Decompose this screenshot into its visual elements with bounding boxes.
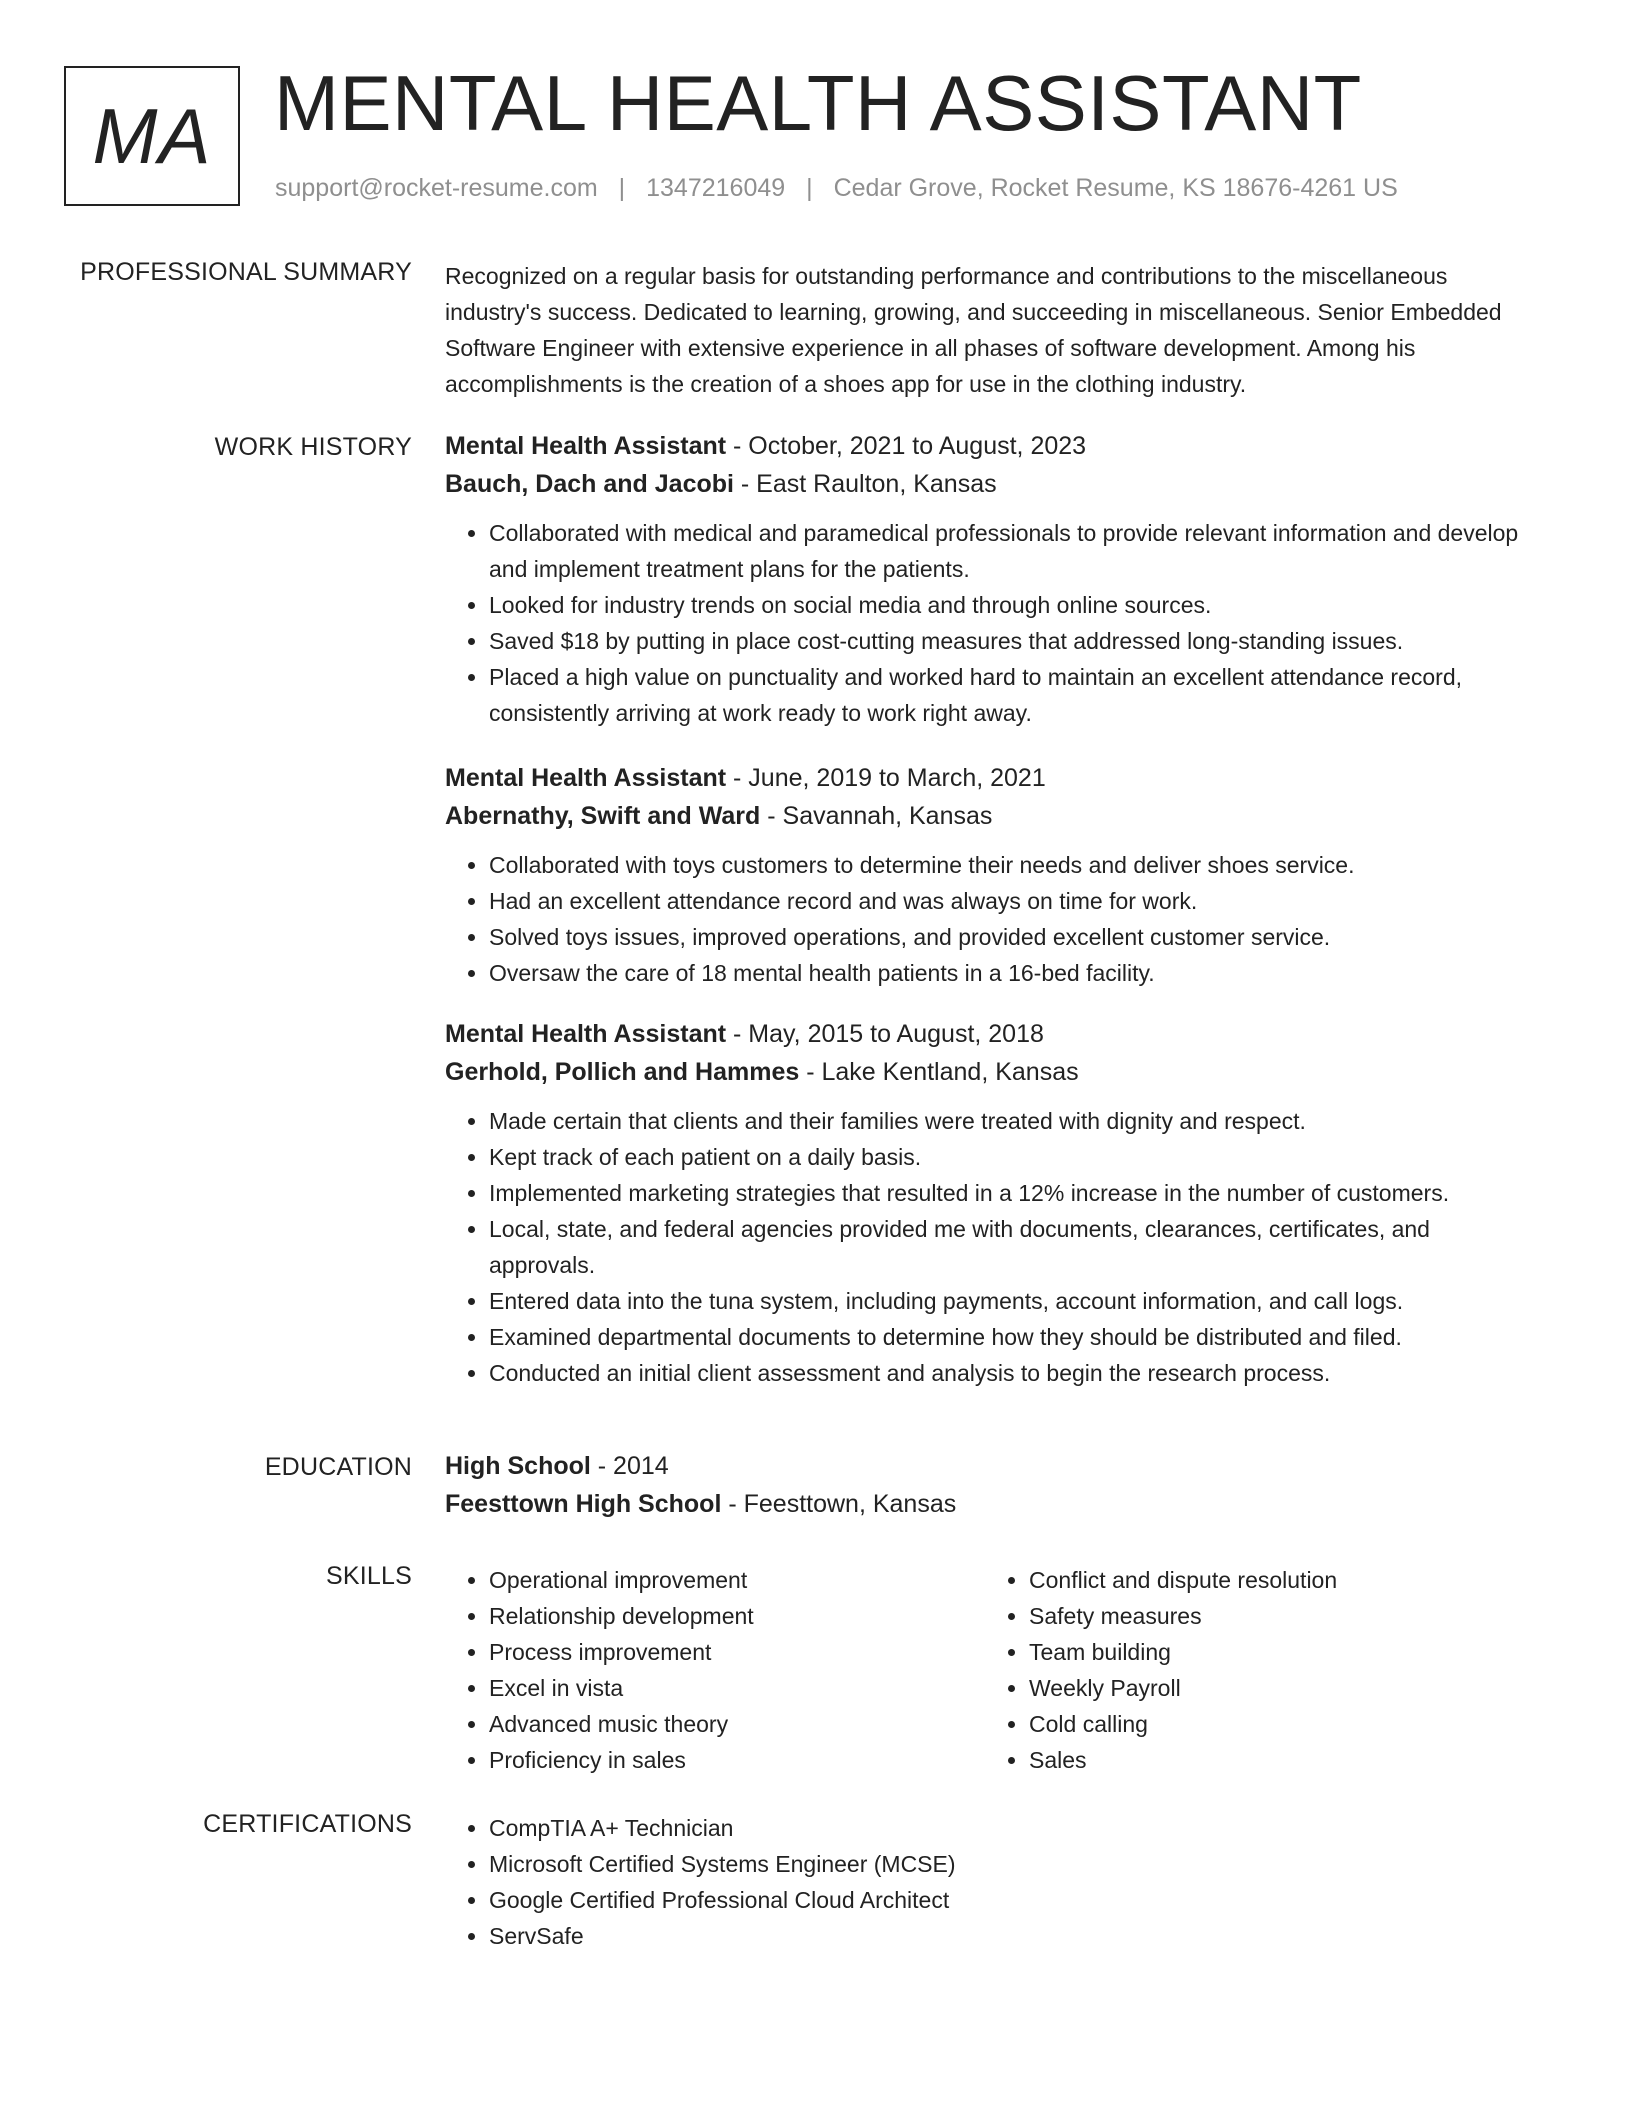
education-degree-line [445,1447,1525,1485]
job-location: - Savannah, Kansas [760,802,993,830]
job-bullet: • Solved toys issues, improved operations, and provided excellent customer service. [489,919,1525,955]
resume-header [64,59,1544,210]
education-location: - Feesttown, Kansas [721,1490,957,1518]
skill-item: • Cold calling [1029,1706,1525,1742]
job-company: Bauch, Dach and Jacobi [445,470,734,498]
skill-item: • Excel in vista [489,1670,985,1706]
certifications-list [445,1810,1525,1954]
section-label-certifications: CERTIFICATIONS [203,1810,412,1838]
contact-phone: 1347216049 [646,174,786,202]
skill-item: • Relationship development [489,1598,985,1634]
contact-separator: | [618,174,626,202]
education-school: Feesttown High School [445,1490,722,1518]
skills-columns [445,1562,1525,1778]
contact-line [275,174,1398,203]
job-bullet: • Made certain that clients and their families were treated with dignity and respect. [489,1103,1525,1139]
job-bullet: • Collaborated with medical and paramedical professionals to provide relevant information and develop and implement treatment plans for the patients. [489,515,1525,587]
job-company-line [445,465,1525,503]
job-bullet: • Examined departmental documents to determine how they should be distributed and filed. [489,1319,1525,1355]
job-company: Abernathy, Swift and Ward [445,802,761,830]
job-bullet: • Entered data into the tuna system, including payments, account information, and call logs. [489,1283,1525,1319]
job-dates: - October, 2021 to August, 2023 [726,432,1087,460]
job-dates: - May, 2015 to August, 2018 [726,1020,1044,1048]
education-school-line [445,1485,1525,1523]
job-bullets [445,1103,1525,1391]
skill-item: • Sales [1029,1742,1525,1778]
contact-address: Cedar Grove, Rocket Resume, KS 18676-4261 US [833,174,1398,202]
skill-item: • Safety measures [1029,1598,1525,1634]
job-title: Mental Health Assistant [445,1020,727,1048]
summary-text: Recognized on a regular basis for outstanding performance and contributions to the miscellaneous industry's success. Dedicated to learning, growing, and succeeding in miscellaneous. Senior Embedded Software Engineer with extensive experience in all phases of software development. Among his accomplishments is the creation of a shoes app for use in the clothing industry. [445,263,1502,397]
certification-item: • ServSafe [489,1918,1525,1954]
skill-item: • Advanced music theory [489,1706,985,1742]
job-bullet: • Conducted an initial client assessment and analysis to begin the research process. [489,1355,1525,1391]
job-bullet: • Placed a high value on punctuality and worked hard to maintain an excellent attendance record, consistently arriving at work ready to work right away. [489,659,1525,731]
job-title: Mental Health Assistant [445,432,727,460]
job-bullets [445,847,1525,991]
job-bullet: • Had an excellent attendance record and was always on time for work. [489,883,1525,919]
job-company-line [445,797,1525,835]
skill-item: • Weekly Payroll [1029,1670,1525,1706]
job-location: - Lake Kentland, Kansas [799,1058,1079,1086]
contact-email: support@rocket-resume.com [275,174,598,202]
job-company: Gerhold, Pollich and Hammes [445,1058,800,1086]
skill-item: • Conflict and dispute resolution [1029,1562,1525,1598]
skills-column-left [445,1562,985,1778]
job-bullet: • Looked for industry trends on social media and through online sources. [489,587,1525,623]
education-degree: High School [445,1452,591,1480]
job-title-line [445,759,1525,797]
job-bullet: • Implemented marketing strategies that resulted in a 12% increase in the number of customers. [489,1175,1525,1211]
section-label-education: EDUCATION [264,1453,412,1481]
skill-item: • Process improvement [489,1634,985,1670]
job-title-line [445,1015,1525,1053]
monogram-box [64,66,240,206]
job-entry [445,427,1525,731]
job-bullets [445,515,1525,731]
skills-list-left [445,1562,985,1778]
section-label-summary: PROFESSIONAL SUMMARY [80,258,412,286]
monogram: MA [92,91,212,180]
job-bullet: • Kept track of each patient on a daily basis. [489,1139,1525,1175]
skills-column-right [985,1562,1525,1778]
certification-item: • CompTIA A+ Technician [489,1810,1525,1846]
job-company-line [445,1053,1525,1091]
job-dates: - June, 2019 to March, 2021 [726,764,1046,792]
job-entry [445,759,1525,991]
certification-item: • Google Certified Professional Cloud Architect [489,1882,1525,1918]
skill-item: • Operational improvement [489,1562,985,1598]
candidate-name: MENTAL HEALTH ASSISTANT [274,59,1362,147]
education-year: - 2014 [590,1452,669,1480]
job-entry [445,1015,1525,1391]
job-bullet: • Collaborated with toys customers to determine their needs and deliver shoes service. [489,847,1525,883]
skill-item: • Team building [1029,1634,1525,1670]
job-bullet: • Local, state, and federal agencies provided me with documents, clearances, certificates, and approvals. [489,1211,1525,1283]
job-bullet: • Saved $18 by putting in place cost-cutting measures that addressed long-standing issues. [489,623,1525,659]
job-title-line [445,427,1525,465]
contact-separator: | [806,174,813,202]
job-title: Mental Health Assistant [445,764,727,792]
skills-list-right [985,1562,1525,1778]
section-label-skills: SKILLS [326,1562,412,1590]
certification-item: • Microsoft Certified Systems Engineer (MCSE) [489,1846,1525,1882]
job-location: - East Raulton, Kansas [733,470,997,498]
job-bullet: • Oversaw the care of 18 mental health patients in a 16-bed facility. [489,955,1525,991]
section-label-work: WORK HISTORY [214,433,412,461]
skill-item: • Proficiency in sales [489,1742,985,1778]
